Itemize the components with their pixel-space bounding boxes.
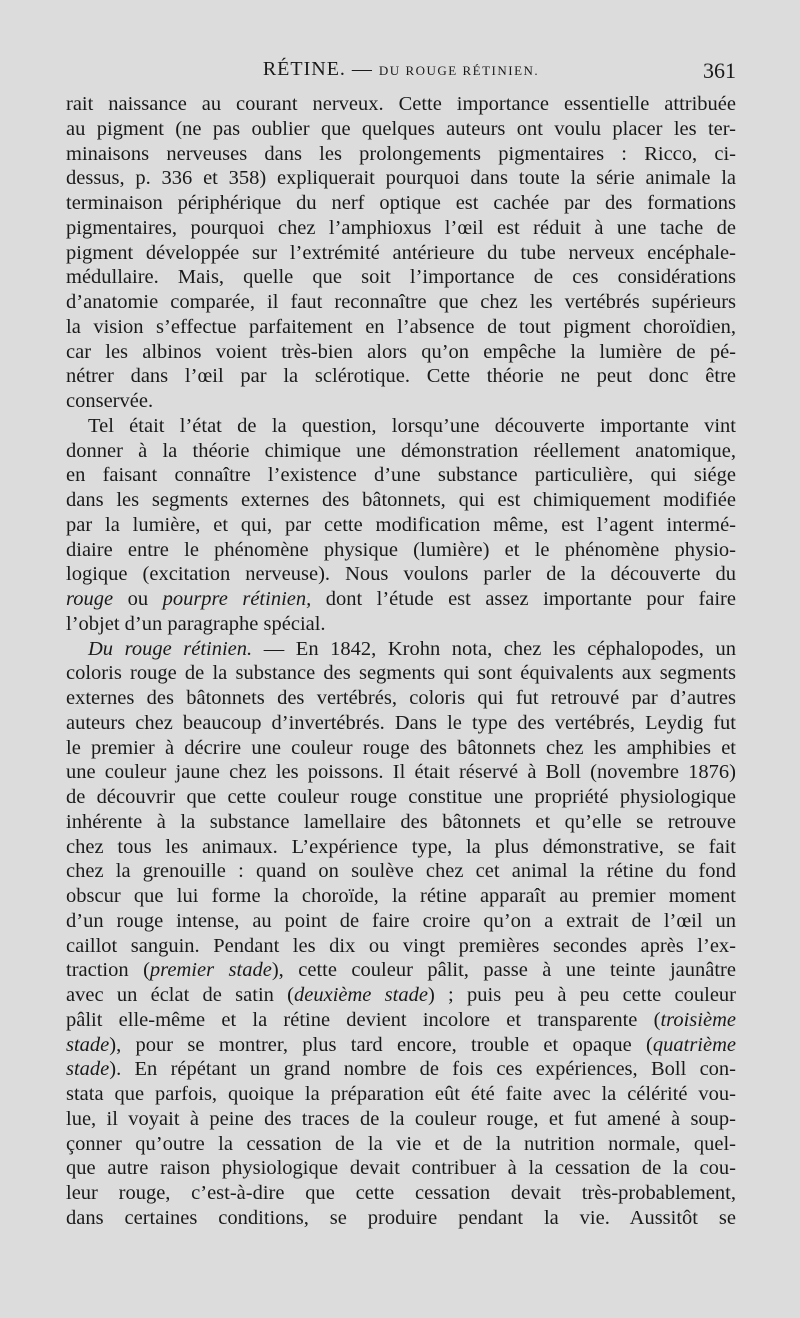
text-line: minaisons nerveuses dans les prolongements pigmentaires : Ricco, ci-	[66, 142, 736, 165]
text-line: médullaire. Mais, quelle que soit l’importance de ces considérations	[66, 266, 736, 289]
italic-term: pourpre rétinien,	[162, 588, 312, 610]
text-line: en faisant connaître l’existence d’une substance particulière, qui siége	[66, 464, 736, 487]
text-line: donner à la théorie chimique une démonstration réellement anatomique,	[66, 439, 736, 462]
text-line: inhérente à la substance lamellaire des bâtonnets et qu’elle se retrouve	[66, 810, 736, 833]
text-line: stata que parfois, quoique la préparation eût été faite avec la célérité vou-	[66, 1083, 736, 1105]
text-line: au pigment (ne pas oublier que quelques auteurs ont voulu placer les ter-	[66, 117, 736, 140]
text-line: le premier à décrire une couleur rouge des bâtonnets chez les amphibies et	[66, 736, 736, 759]
header-title-main: RÉTINE.	[262, 58, 346, 80]
text-line: d’un rouge intense, au point de faire croire qu’on a extrait de l’œil un	[66, 909, 736, 932]
text-line: obscur que lui forme la choroïde, la rétine apparaît au premier moment	[66, 885, 736, 907]
text-line: stade). En répétant un grand nombre de fois ces expériences, Boll con-	[66, 1058, 736, 1081]
section-heading: Du rouge rétinien.	[88, 637, 253, 660]
italic-term: premier stade	[149, 959, 272, 982]
text-line: leur rouge, c’est-à-dire que cette cessation devait très-probablement,	[66, 1182, 736, 1204]
paragraph-1	[66, 92, 736, 414]
text-line: stade), pour se montrer, plus tard encore, trouble et opaque (quatrième	[66, 1033, 736, 1056]
text-line: Du rouge rétinien. — En 1842, Krohn nota, chez les céphalopodes, un	[88, 637, 736, 660]
text-line: lue, il voyait à peine des traces de la couleur rouge, et fut amené à soup-	[66, 1107, 736, 1130]
text-line: traction (premier stade), cette couleur pâlit, passe à une teinte jaunâtre	[66, 959, 736, 982]
text-line: par la lumière, et qui, par cette modification même, est l’agent intermé-	[66, 513, 736, 536]
text-line: çonner qu’outre la cessation de la vie et de la nutrition normale, quel-	[66, 1132, 736, 1155]
header-dash: —	[351, 58, 373, 80]
paragraph-3	[66, 637, 736, 1231]
text-line: diaire entre le phénomène physique (lumière) et le phénomène physio-	[66, 538, 736, 561]
text-line: auteurs chez beaucoup d’invertébrés. Dans le type des vertébrés, Leydig fut	[66, 711, 736, 734]
text-line: Tel était l’état de la question, lorsqu’une découverte importante vint	[88, 414, 736, 437]
text-line: conservée.	[66, 390, 154, 412]
italic-term: quatrième	[652, 1033, 736, 1056]
text-line: nétrer dans l’œil par la sclérotique. Cette théorie ne peut donc être	[66, 365, 736, 388]
text-line: la vision s’effectue parfaitement en l’absence de tout pigment choroïdien,	[66, 315, 736, 338]
text-line: pâlit elle-même et la rétine devient incolore et transparente (troisième	[66, 1008, 736, 1031]
text-line: pigmentaires, pourquoi chez l’amphioxus l’œil est réduit à une tache de	[66, 216, 736, 239]
text-line: caillot sanguin. Pendant les dix ou vingt premières secondes après l’ex-	[66, 934, 736, 957]
text-line: coloris rouge de la substance des segments qui sont équivalents aux segments	[66, 662, 736, 685]
text-line: dans les segments externes des bâtonnets, qui est chimiquement modifiée	[66, 489, 736, 511]
italic-term: deuxième stade	[294, 984, 428, 1006]
running-title	[66, 58, 736, 81]
text-line: d’anatomie comparée, il faut reconnaître que chez les vertébrés supérieurs	[66, 291, 736, 313]
text-line: dans certaines conditions, se produire pendant la vie. Aussitôt se	[66, 1206, 736, 1229]
text-line: externes des bâtonnets des vertébrés, coloris qui fut retrouvé par d’autres	[66, 687, 736, 709]
italic-term: stade	[66, 1033, 110, 1056]
italic-term: stade	[66, 1058, 110, 1081]
header-section-title: DU ROUGE RÉTINIEN.	[378, 63, 540, 78]
text-line: pigment développée sur l’extrémité antérieure du tube nerveux encéphale-	[66, 241, 736, 264]
text-line: avec un éclat de satin (deuxième stade) ; puis peu à peu cette couleur	[66, 984, 737, 1006]
text-line: l’objet d’un paragraphe spécial.	[66, 612, 326, 635]
text-line: rait naissance au courant nerveux. Cette importance essentielle attribuée	[66, 93, 736, 115]
text-line: terminaison périphérique du nerf optique est cachée par des formations	[66, 192, 736, 214]
text-line: dessus, p. 336 et 358) expliquerait pourquoi dans toute la série animale la	[66, 167, 736, 190]
text-line: que autre raison physiologique devait contribuer à la cessation de la cou-	[66, 1157, 736, 1180]
text-line: logique (excitation nerveuse). Nous voulons parler de la découverte du	[66, 563, 736, 586]
paragraph-2	[66, 414, 736, 637]
text-line: une couleur jaune chez les poissons. Il était réservé à Boll (novembre 1876)	[66, 761, 736, 784]
page-body	[66, 92, 736, 1231]
page-number: 361	[703, 58, 736, 83]
text-line: rouge ou pourpre rétinien, dont l’étude est assez importante pour faire	[66, 588, 736, 610]
italic-term: rouge	[66, 588, 114, 610]
text-line: chez tous les animaux. L’expérience type, la plus démonstrative, se fait	[66, 835, 736, 858]
text-line: car les albinos voient très-bien alors qu’on empêche la lumière de pé-	[66, 340, 736, 363]
text-line: de découvrir que cette couleur rouge constitue une propriété physiologique	[66, 786, 736, 808]
running-header	[66, 58, 736, 88]
text-line: chez la grenouille : quand on soulève chez cet animal la rétine du fond	[66, 860, 736, 883]
italic-term: troisième	[660, 1008, 736, 1031]
